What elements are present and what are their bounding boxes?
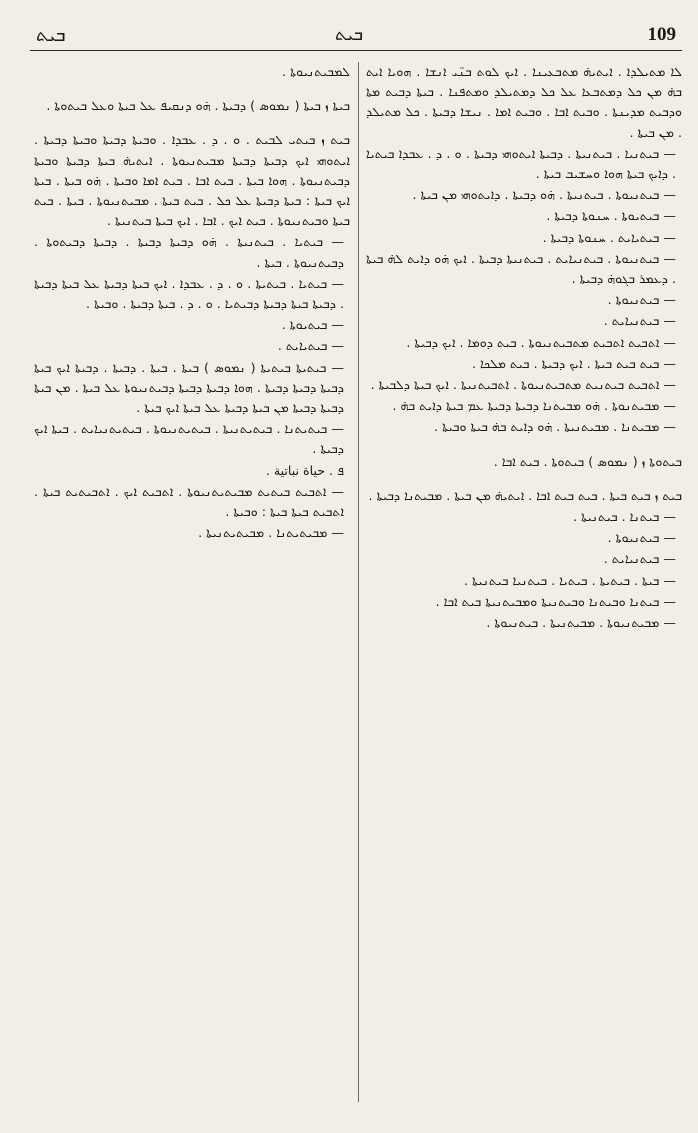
header-left-word: ܒܝܬ: [36, 24, 66, 46]
page-number: 109: [647, 24, 676, 45]
dictionary-entry: ܠܡܒܝܬܢܝܘܬܐ .: [282, 64, 350, 79]
dictionary-entry: ܒܝܬ ܙ ܒܝܬܝ ܠܒܝܬ . ܘ . ܕ . ܥܒܕܐ . ܘܒܝܬܐ ܕܒܝܬܐ ܘܒܝܬܐ ܕܒܝܬܐ . ܐܝܬܘܗܝ ܐܝܟ ܕܒܝܬܐ ܕܒܝܬܐ ܡܒܝܬܢܝܘܬܐ . ܐܝܬܝܗ̇ ܒܝܬܐ ܕܒܝܬܐ ܘܒܝܬܐ ܕܒܝܬܢܝܘܬܐ . ܗܘܐ ܒܝܬܐ . ܒܝܬ ܐܒܐ . ܒܝܬ ܐܡܐ ܘܒܝܬܐ . ܗ̇ܘ ܒܝܬܐ . ܒܝܬܐ ܐܝܟ ܒܝܬܐ : ܒܝܬܐ ܕܒܝܬܐ ܥܠ ܟܠ . ܒܝܬ ܒܝܬܐ . ܡܒܝܬܢܝܘܬܐ . ܒܝܬܐ . ܒܝܬ ܒܝܬܐ ܘܒܝܬܢܝܘܬܐ . ܒܝܬ ܐܝܟ . ܐܒܐ . ܐܝܟ ܒܝܬܐ ܒܝܬܢܝܬܐ .: [34, 132, 350, 229]
dictionary-entry: ܠܐ ܡܬܝܠܕܐ . ܐܝܬܝܗ̇ ܡܬܒܥܝܢܐ . ܐܝܟ ܠܘܬ ܒܢ̈ܝ ܐܢܫܐ . ܗܘܝܐ ܐܝܬ ܒܗ̇ ܡܢ ܟܠ ܕܡܬܒܥܐ ܥܠ ܟܠ ܕܡܬܝܠܕ ܘܡܬܦܢܐ . ܒܝܬܐ ܕܒܝܬ ܡܬܐ ܘܕܒܝܬ ܡܕܝܢܬܐ . ܘܒܝܬ ܐܒܐ . ܘܒܝܬ ܐܡܐ . ܢܝܫܐ ܕܒܝܬܐ . ܟܠ ܡܬܝܠܕ . ܡܢ ܒܝܬܐ .: [366, 64, 682, 140]
sub-entry: — ܡܒܝܬܝܬܢܐ . ܡܒܝܬܝܬܢܝܬܐ .: [198, 525, 344, 541]
sub-entry: — ܒܝܬܝܐ . ܒܝܬܝܬܐ . ܘ . ܕ . ܥܒܕܐ . ܐܝܟ ܒܝܬܐ ܕܒܝܬܐ ܥܠ ܒܝܬܐ ܕܒܝܬܐ . ܕܒܝܬܐ ܒܝܬܐ ܕܒܝܬܐ ܕܒܝܬܝܐ . ܘ . ܕ . ܒܝܬܐ ܕܒܝܬܐ . ܘܒܝܬܐ .: [34, 275, 344, 312]
sub-entry: — ܒܝܬܢܝܘܬܐ .: [607, 292, 676, 308]
dictionary-entry: ܒܝܬ ܙ ܒܝܬ ܒܝܬܐ . ܒܝܬ ܒܝܬ ܐܒܐ . ܐܝܬܝܗ̇ ܡܢ ܒܝܬܐ . ܡܒܝܬܢܐ ܕܒܝܬܐ .: [368, 487, 682, 503]
sub-entry: — ܒܝܬܢܝܘܬܐ . ܒܝܬܢܝܬܐ . ܗ̇ܘ ܕܒܝܬܐ . ܕܐܝܬܘܗܝ ܡܢ ܒܝܬܐ .: [412, 187, 676, 203]
sub-entry: — ܐܬܒܝܬ ܒܝܬܝܬ ܡܒܝܬܝܬܢܝܘܬܐ . ܐܬܒܝܬ ܐܝܟ . ܐܬܒܝܬܝܬ ܒܝܬܐ . ܐܬܒܝܬ ܒܝܬܐ ܒܝܬܐ : ܘܒܝܬܐ .: [34, 483, 344, 520]
column-divider: [358, 62, 359, 1102]
sub-entry: — ܒܝܬܝܐܝܬ . ܚܢܘܬܐ ܕܒܝܬܐ .: [542, 229, 676, 245]
sub-entry: — ܐܬܒܝܬ ܒܝܬܢܝܬ ܡܬܒܝܬܢܝܘܬܐ . ܐܬܒܝܬܢܝܬܐ . ܐܝܟ ܒܝܬܐ ܕܠܒܝܬܐ .: [370, 377, 676, 393]
sub-entry: — ܐܬܒܝܬ ܐܬܒܝܬ ܡܬܒܝܬܢܝܘܬܐ . ܒܝܬ ܕܘܡܐ . ܐܝܟ ܕܒܝܬܐ .: [406, 334, 676, 350]
header-rule: [30, 50, 682, 51]
sub-entry: — ܒܝܬܝܘܬܐ . ܚܢܘܬܐ ܕܒܝܬܐ .: [546, 208, 676, 224]
sub-entry: — ܒܝܬܢܝܐ . ܒܝܬܢܝܬܐ . ܕܒܝܬܐ ܐܝܬܘܗܝ ܕܒܝܬܐ . ܘ . ܕ . ܥܒܕܐ ܒܝܬܝܐ . ܕܐܝܟ ܒܝܬܐ ܗܘܐ ܘܚܫܝܒ ܒܝܬܐ .: [366, 145, 676, 182]
sub-entry: — ܒܝܬܝܘܬܐ .: [281, 317, 344, 333]
sub-entry: — ܡܒܝܬܢܘܬܐ . ܗ̇ܘ ܡܒܝܬܢܐ ܕܒܝܬܐ ܕܒܝܬܐ ܥܡ ܒܝܬܐ ܕܐܝܬ ܒܗ̇ .: [392, 398, 676, 414]
sub-entry: — ܡܒܝܬܢܝܘܬܐ . ܡܒܝܬܢܝܬܐ . ܒܝܬܢܝܘܬܐ .: [486, 615, 676, 631]
sub-entry: — ܒܝܬܢܐ ܘܒܝܬܢܐ ܘܒܝܬܢܝܬܐ ܘܡܒܝܬܢܝܬܐ ܒܝܬ ܐܒܐ .: [435, 593, 676, 609]
sub-entry: — ܒܝܬܢܝܘܬܐ . ܒܝܬܢܝܐܝܬ . ܒܝܬܢܝܬܐ ܕܒܝܬܐ . ܐܝܟ ܗ̇ܘ ܕܐܝܬ ܠܗ̇ ܒܝܬܐ . ܕܥܡܪ ܒܓܘܗ̇ ܕܒܝܬܐ .: [366, 250, 676, 287]
dictionary-entry: ܒܝܬܘܬܐ ܙ ( ܢܡܘܣ ) ܒܝܬܘܬܐ . ܒܝܬ ܐܒܐ .: [493, 453, 682, 469]
sub-entry: — ܒܝܬ ܒܝܬ ܒܝܬܐ . ܐܝܟ ܕܒܝܬܐ . ܒܝܬ ܡܠܟܐ .: [471, 355, 676, 371]
sub-entry: — ܒܝܬܝܐ . ܒܝܬܢܝܬܐ . ܗ̇ܘ ܕܒܝܬܐ ܕܒܝܬܐ . ܕܒܝܬܐ ܕܒܝܬܘܬܐ . ܕܒܝܬܢܝܘܬܐ . ܒܝܬܐ .: [34, 234, 344, 270]
right-column: [366, 62, 682, 634]
sub-entry: — ܒܝܬܢܝܐܝܬ .: [603, 313, 676, 329]
sub-entry: ܦ . حياة نباتية .: [265, 462, 344, 478]
dictionary-entry: ܒܝܬܐ ܙ ܒܝܬܐ ( ܢܡܘܣ ) ܕܒܝܬܐ . ܗ̇ܘ ܕܢܩܝܦ ܥܠ ܒܝܬܐ ܘܥܠ ܒܝܬܘܬܐ .: [46, 98, 350, 114]
header-center-word: ܒܝܬ: [334, 24, 364, 45]
sub-entry: — ܒܝܬܢܐ . ܒܝܬܢܝܬܐ .: [573, 509, 676, 525]
sub-entry: — ܒܝܬܝܐܝܬ .: [277, 338, 344, 354]
sub-entry: — ܒܝܬܢܝܘܬܐ .: [607, 530, 676, 546]
sub-entry: — ܡܒܝܬܢܐ . ܡܒܝܬܢܝܬܐ . ܗ̇ܘ ܕܐܝܬ ܒܗ̇ ܒܝܬܐ ܘܒܝܬܐ .: [434, 419, 676, 435]
sub-entry: — ܒܝܬܐ . ܒܝܬܝܬܐ . ܒܝܬܝܐ . ܒܝܬܢܝܐ ܒܝܬܢܝܬܐ .: [463, 572, 676, 588]
sub-entry: — ܒܝܬܢܝܐܝܬ .: [603, 551, 676, 567]
left-column: [34, 62, 350, 544]
sub-entry: — ܒܝܬܝܬܢܐ . ܒܝܬܝܬܢܝܬܐ . ܒܝܬܝܬܢܝܘܬܐ . ܒܝܬܝܬܢܝܐܝܬ . ܒܝܬܐ ܐܝܟ ܕܒܝܬܐ .: [34, 421, 344, 457]
sub-entry: — ܒܝܬܝܬܐ ܒܝܬܝܬܐ ( ܢܡܘܣ ) ܒܝܬܐ . ܒܝܬܐ . ܕܒܝܬܐ . ܕܒܝܬܐ ܐܝܟ ܒܝܬܐ ܕܒܝܬܐ ܕܒܝܬܐ ܕܒܝܬܐ . ܗܘܐ ܕܒܝܬܐ ܕܒܝܬܐ ܕܒܝܬܢܝܘܬܐ ܥܠ ܒܝܬܐ . ܡܢ ܒܝܬܐ ܕܒܝܬܐ ܕܒܝܬܐ ܡܢ ܒܝܬܐ ܕܒܝܬܐ ܥܠ ܒܝܬܐ ܐܝܟ ܒܝܬܐ .: [34, 359, 344, 416]
